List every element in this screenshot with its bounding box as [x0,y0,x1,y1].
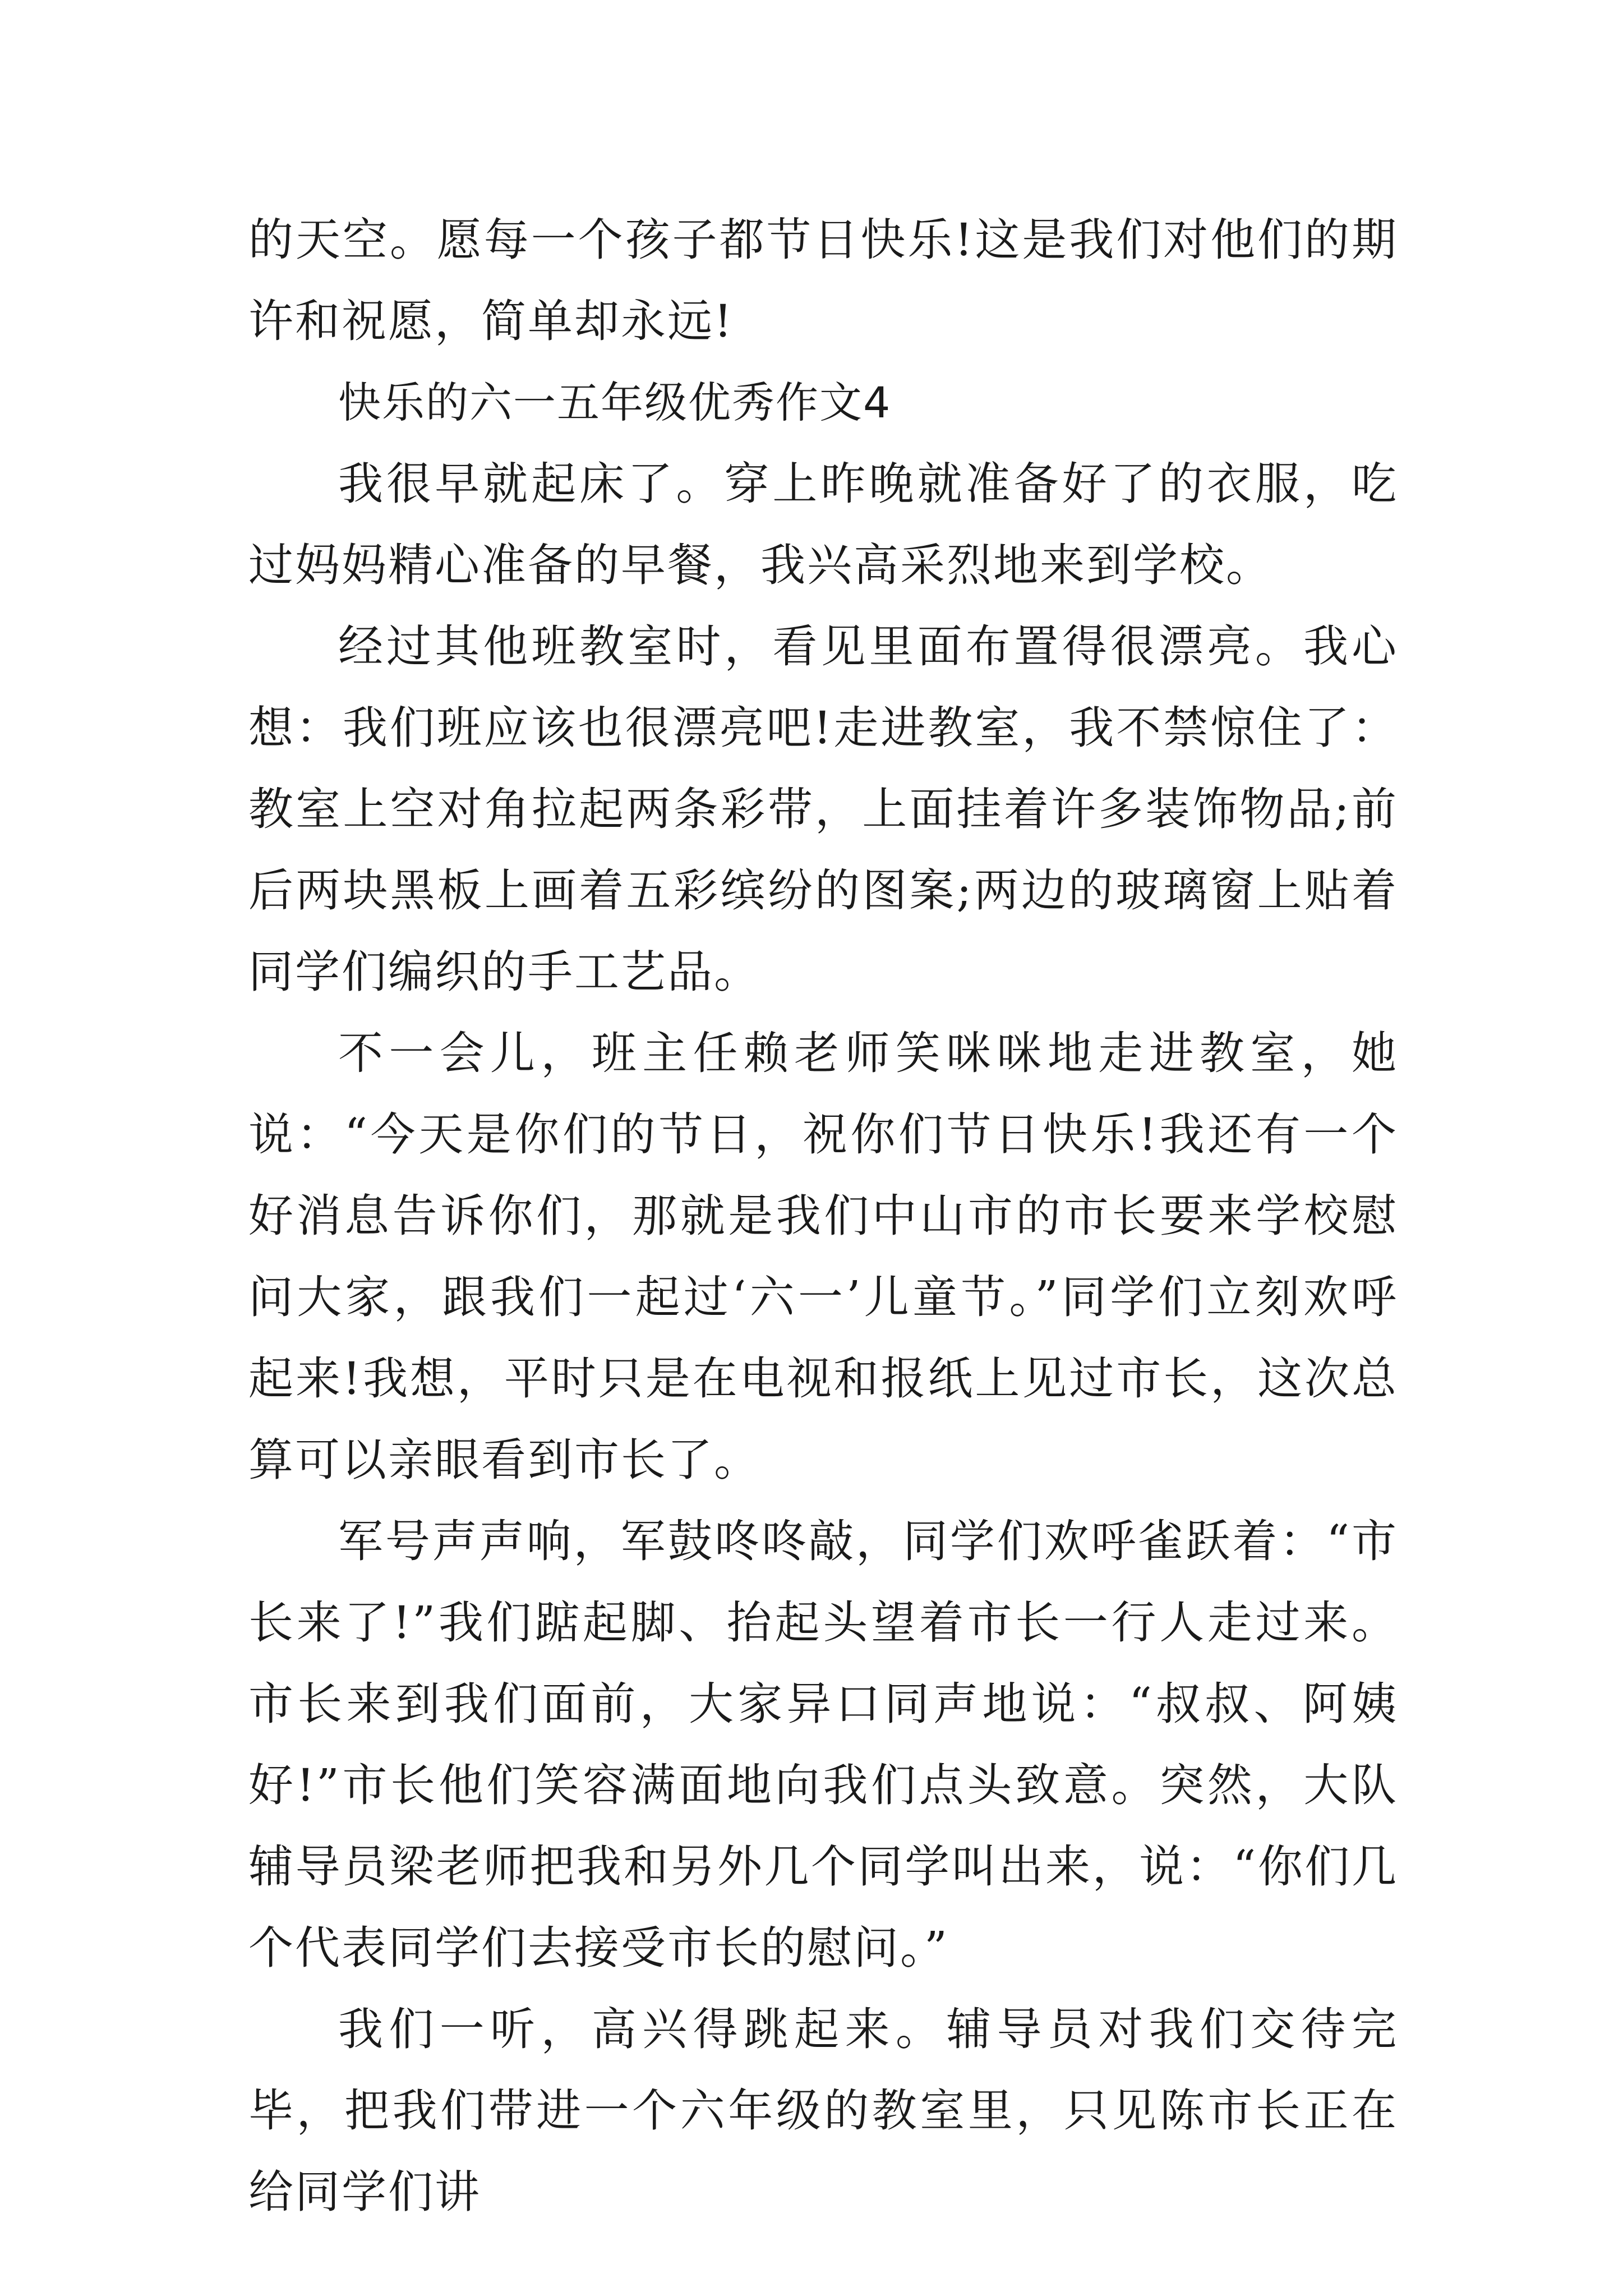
paragraph: 我们一听，高兴得跳起来。辅导员对我们交待完毕，把我们带进一个六年级的教室里，只见陈市长正在给同学们讲 [248,2003,1398,2218]
paragraph: 不一会儿，班主任赖老师笑咪咪地走进教室，她说：“今天是你们的节日，祝你们节日快乐!我还有一个好消息告诉你们，那就是我们中山市的市长要来学校慰问大家，跟我们一起过‘六一’儿童节。”同学们立刻欢呼起来!我想，平时只是在电视和报纸上见过市长，这次总算可以亲眼看到市长了。 [248,1027,1398,1486]
paragraph: 经过其他班教室时，看见里面布置得很漂亮。我心想：我们班应该也很漂亮吧!走进教室，我不禁惊住了：教室上空对角拉起两条彩带，上面挂着许多装饰物品;前后两块黑板上画着五彩缤纷的图案;两边的玻璃窗上贴着同学们编织的手工艺品。 [248,620,1398,998]
paragraph: 我很早就起床了。穿上昨晚就准备好了的衣服，吃过妈妈精心准备的早餐，我兴高采烈地来到学校。 [248,458,1398,591]
paragraph: 军号声声响，军鼓咚咚敲，同学们欢呼雀跃着：“市长来了!”我们踮起脚、抬起头望着市长一行人走过来。市长来到我们面前，大家异口同声地说：“叔叔、阿姨好!”市长他们笑容满面地向我们点头致意。突然，大队辅导员梁老师把我和另外几个同学叫出来，说：“你们几个代表同学们去接受市长的慰问。” [248,1515,1398,1974]
paragraph-continuation: 的天空。愿每一个孩子都节日快乐!这是我们对他们的期许和祝愿，简单却永远! [248,214,1398,347]
essay-heading: 快乐的六一五年级优秀作文4 [338,378,892,427]
essay-body [248,199,1398,2233]
